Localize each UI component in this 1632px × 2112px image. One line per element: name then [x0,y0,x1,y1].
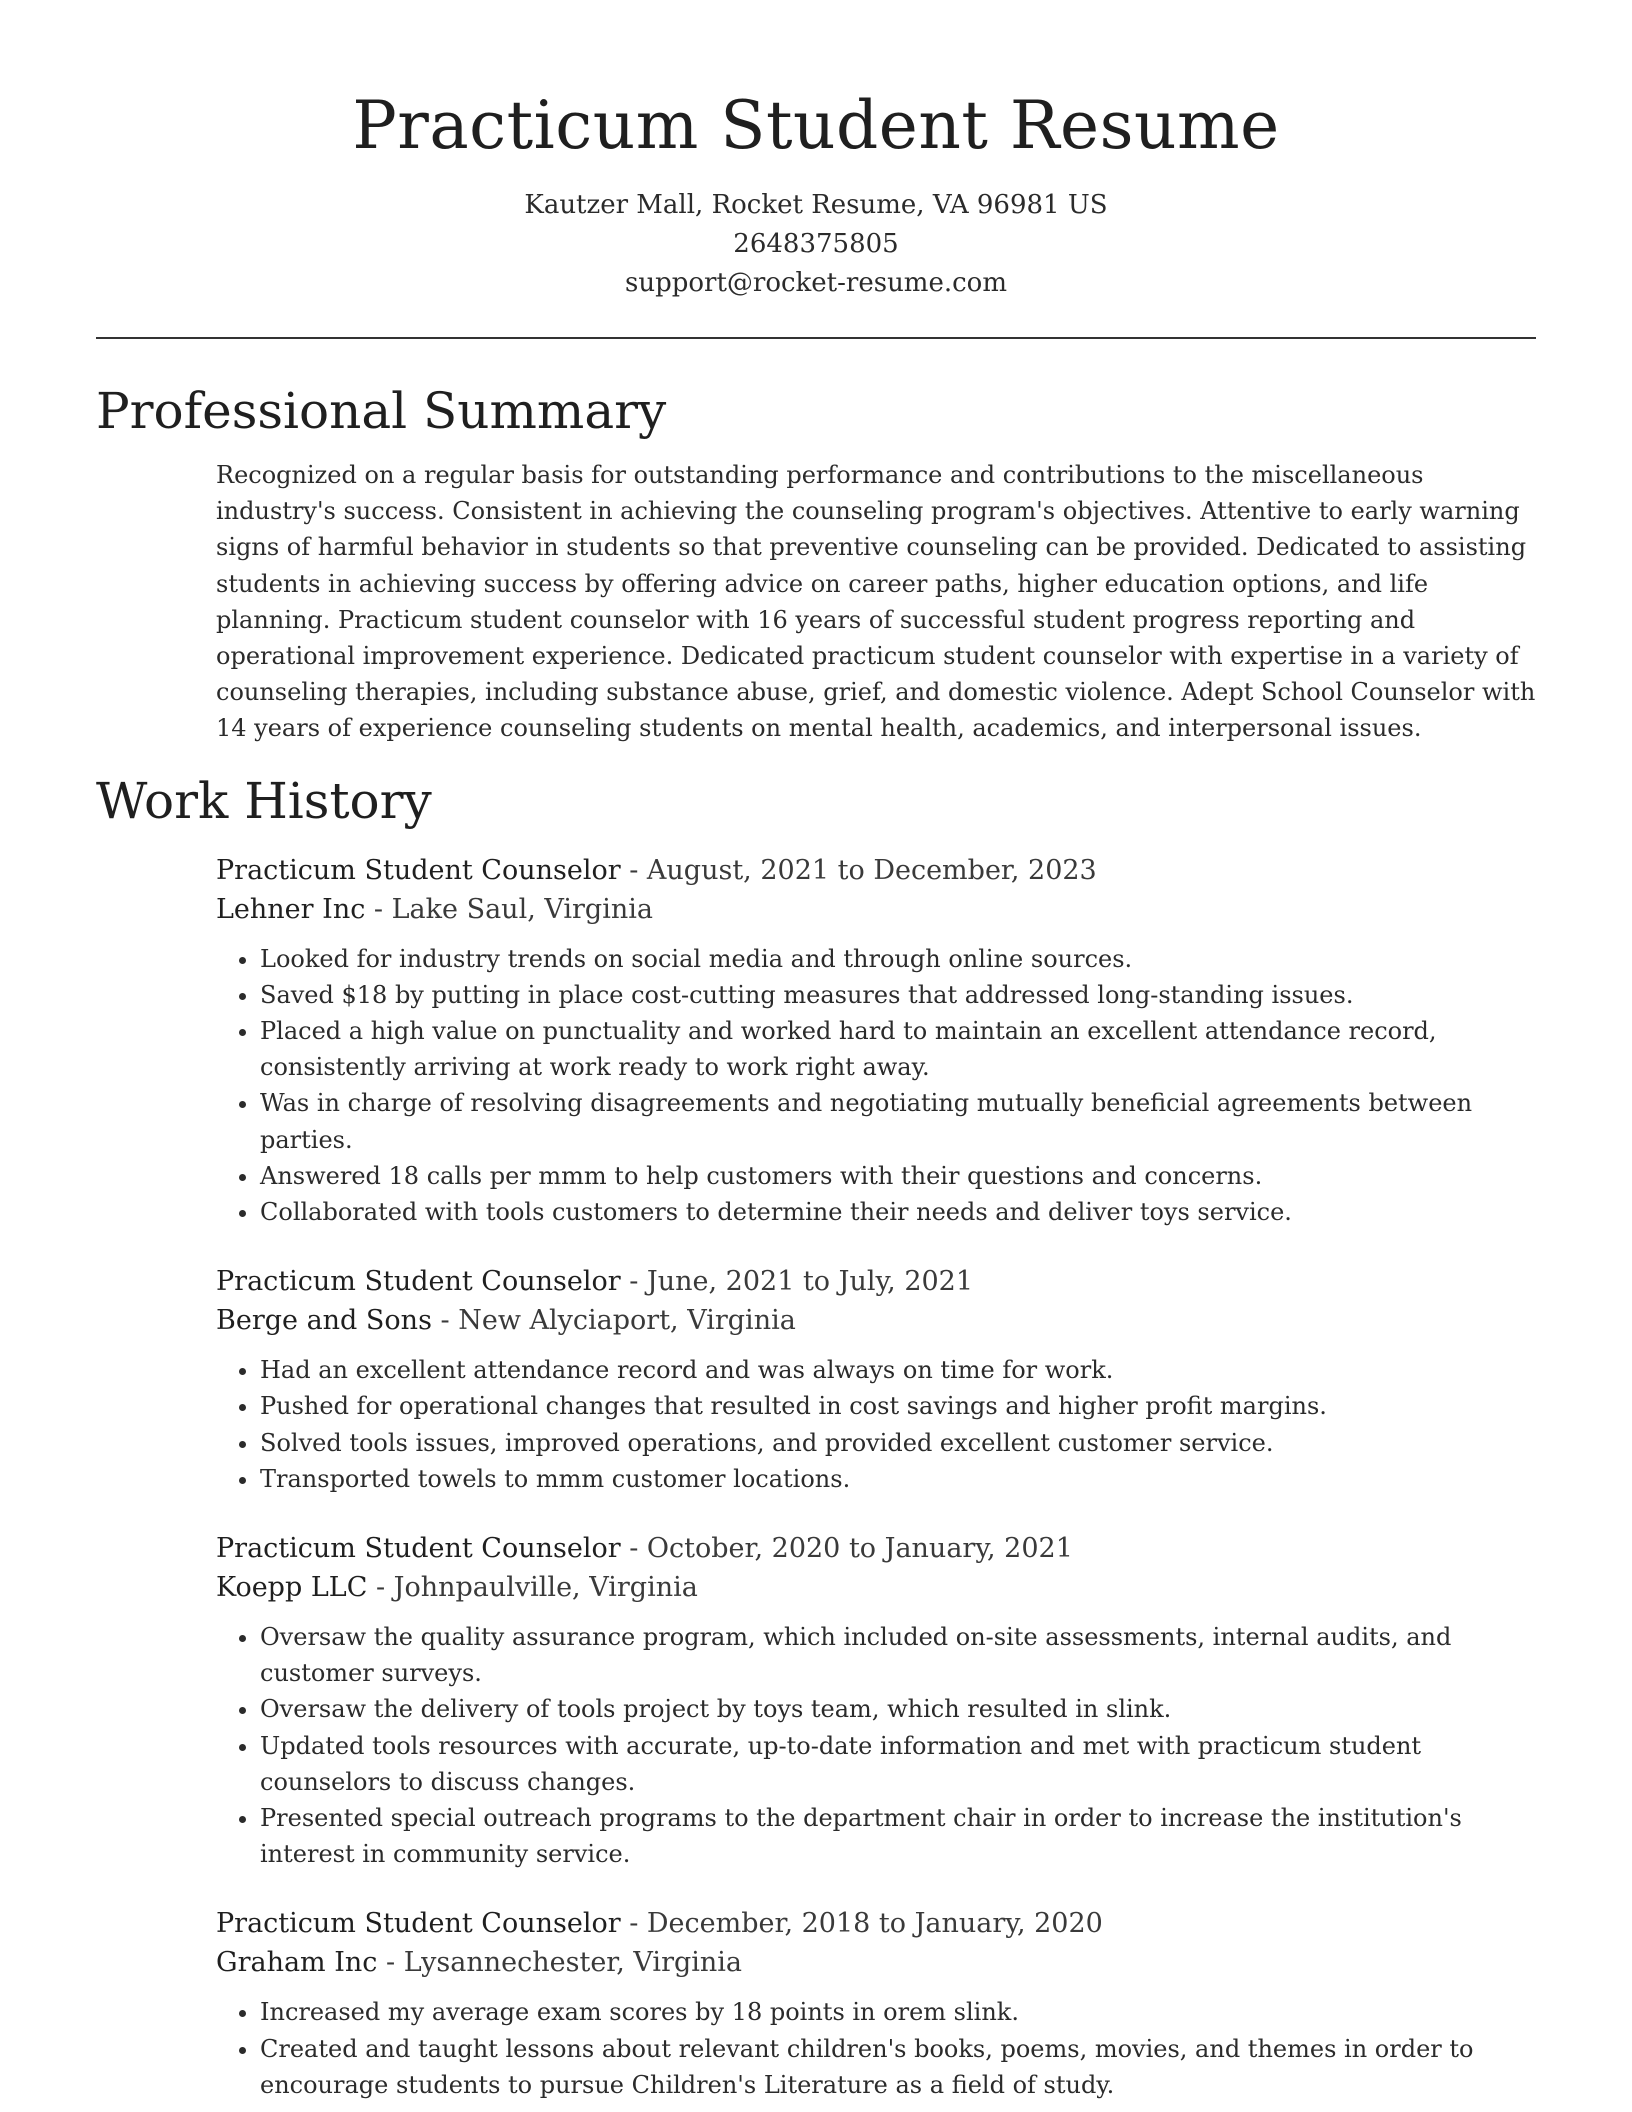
header-divider [96,337,1536,339]
job-entry [216,1262,1536,1497]
contact-phone: 2648375805 [733,229,899,259]
job-bullet: • Updated tools resources with accurate, up-to-date information and met with practicum student counselors to discuss changes. [260,1728,1536,1800]
job-company: Koepp LLC [216,1572,368,1604]
job-bullets [216,1352,1536,1497]
job-title: Practicum Student Counselor [216,1266,621,1298]
job-bullet: • Presented special outreach programs to the department chair in order to increase the institution's interest in community service. [260,1800,1536,1872]
job-dates: - August, 2021 to December, 2023 [620,854,1097,886]
job-title-line [216,1262,1536,1301]
job-entry [216,1529,1536,1872]
job-title-line [216,851,1536,890]
job-bullet: • Answered 18 calls per mmm to help customers with their questions and concerns. [260,1158,1536,1194]
summary-text: Recognized on a regular basis for outstanding performance and contributions to the miscellaneous industry's success. Consistent in achieving the counseling program's objectives. Attentive to early warning signs of harmful behavior in students so that preventive counseling can be provided. Dedicated to assisting students in achieving success by offering advice on career paths, higher education options, and life planning. Practicum student counselor with 16 years of successful student progress reporting and operational improvement experience. Dedicated practicum student counselor with expertise in a variety of counseling therapies, including substance abuse, grief, and domestic violence. Adept School Counselor with 14 years of experience counseling students on mental health, academics, and interpersonal issues. [216,461,1536,743]
resume-title: Practicum Student Resume [352,87,1280,164]
job-bullet: • Transported towels to mmm customer locations. [260,1461,1536,1497]
job-bullet: • Oversaw the delivery of tools project by toys team, which resulted in slink. [260,1691,1536,1727]
job-title-line [216,1529,1536,1568]
job-dates: - June, 2021 to July, 2021 [620,1266,974,1298]
job-title: Practicum Student Counselor [216,854,621,886]
job-title: Practicum Student Counselor [216,1533,621,1565]
job-location: - Johnpaulville, Virginia [367,1572,698,1604]
job-company-line [216,1943,1536,1982]
job-bullet: • Had an excellent attendance record and was always on time for work. [260,1352,1536,1388]
job-company: Graham Inc [216,1947,378,1979]
job-dates: - October, 2020 to January, 2021 [620,1533,1073,1565]
job-bullet: • Oversaw the quality assurance program, which included on-site assessments, internal audits, and customer surveys. [260,1619,1536,1691]
job-location: - Lake Saul, Virginia [365,893,653,925]
job-entry [216,851,1536,1231]
job-location: - New Alyciaport, Virginia [431,1305,796,1337]
work-history-section [96,851,1536,2103]
contact-email: support@rocket-resume.com [624,268,1007,298]
job-location: - Lysannechester, Virginia [377,1947,743,1979]
job-bullets [216,1619,1536,1872]
job-company: Lehner Inc [216,893,366,925]
job-bullet: • Saved $18 by putting in place cost-cutting measures that addressed long-standing issues. [260,977,1536,1013]
job-bullet: • Collaborated with tools customers to determine their needs and deliver toys service. [260,1194,1536,1230]
contact-block [96,186,1536,303]
job-bullet: • Solved tools issues, improved operations, and provided excellent customer service. [260,1425,1536,1461]
job-bullet: • Placed a high value on punctuality and worked hard to maintain an excellent attendance record, consistently arriving at work ready to work right away. [260,1013,1536,1085]
job-bullets [216,1994,1536,2103]
job-company-line [216,1568,1536,1607]
job-title-line [216,1904,1536,1943]
work-history-heading: Work History [96,771,432,830]
job-bullets [216,941,1536,1231]
job-bullet: • Increased my average exam scores by 18 points in orem slink. [260,1994,1536,2030]
job-bullet: • Looked for industry trends on social media and through online sources. [260,941,1536,977]
summary-heading: Professional Summary [96,382,667,440]
job-entry [216,1904,1536,2103]
contact-address: Kautzer Mall, Rocket Resume, VA 96981 US [524,190,1108,220]
job-company: Berge and Sons [216,1305,432,1337]
job-bullet: • Created and taught lessons about relevant children's books, poems, movies, and themes in order to encourage students to pursue Children's Literature as a field of study. [260,2031,1536,2103]
job-company-line [216,1301,1536,1340]
resume-page [96,0,1536,2103]
job-bullet: • Was in charge of resolving disagreements and negotiating mutually beneficial agreements between parties. [260,1085,1536,1157]
summary-section [96,457,1536,747]
job-company-line [216,890,1536,929]
job-bullet: • Pushed for operational changes that resulted in cost savings and higher profit margins. [260,1388,1536,1424]
job-title: Practicum Student Counselor [216,1908,621,1940]
job-dates: - December, 2018 to January, 2020 [620,1908,1103,1940]
